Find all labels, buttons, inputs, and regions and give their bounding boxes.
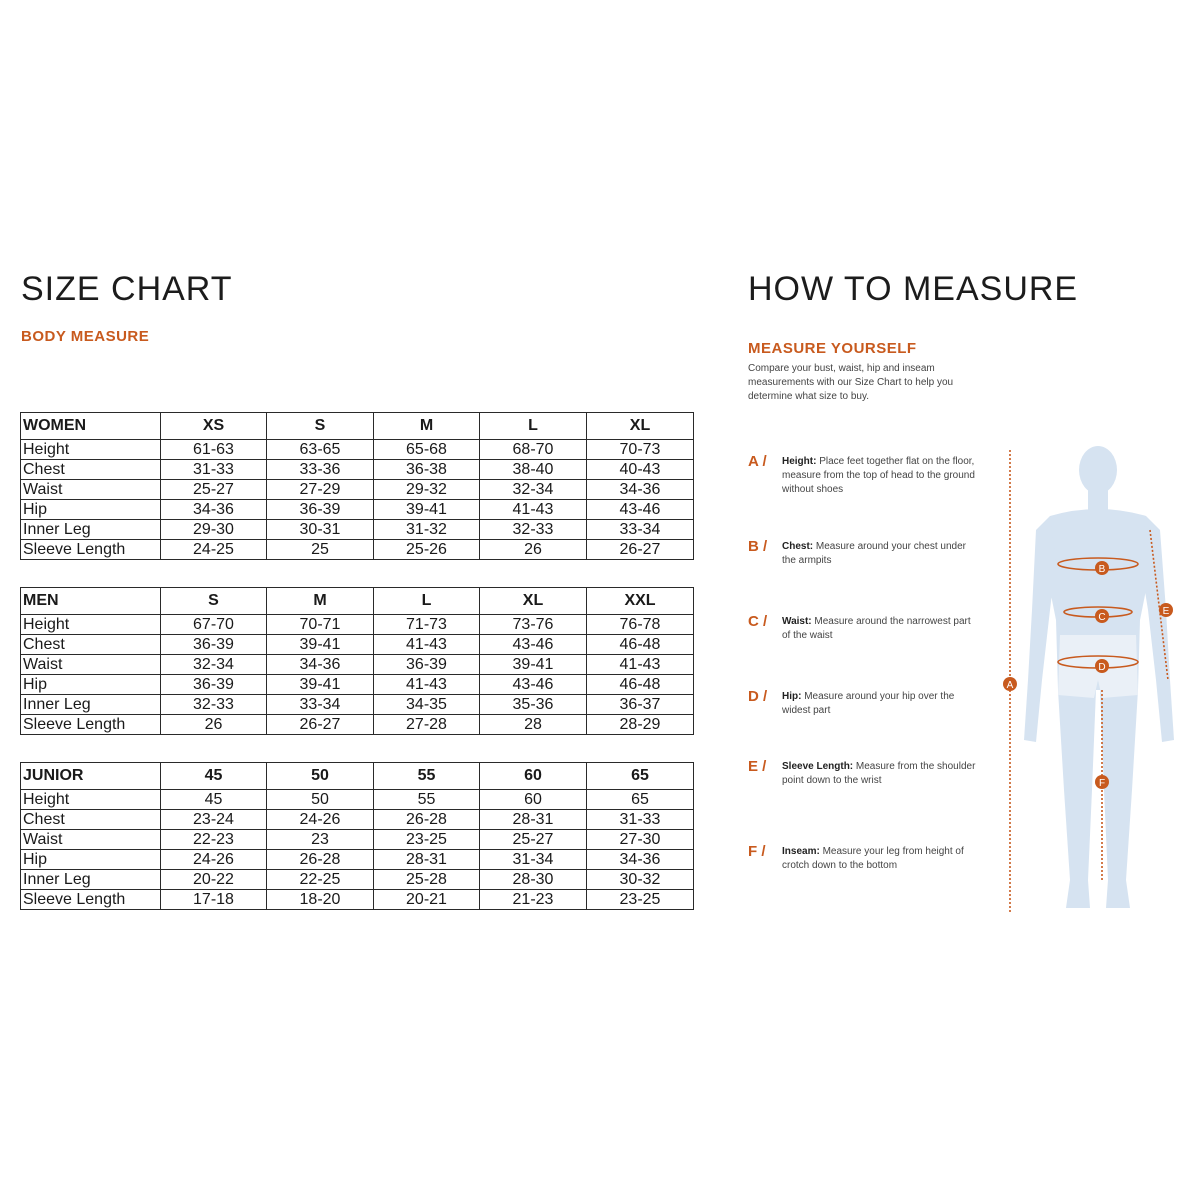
measure-label: Hip <box>21 675 161 695</box>
measure-value: 24-26 <box>267 810 374 830</box>
step-letter: E / <box>748 758 767 775</box>
table-row <box>21 675 694 695</box>
measure-value: 34-36 <box>587 850 694 870</box>
measure-value: 23 <box>267 830 374 850</box>
measure-value: 36-37 <box>587 695 694 715</box>
measure-value: 20-22 <box>161 870 267 890</box>
measure-value: 31-33 <box>161 460 267 480</box>
size-header: XL <box>480 588 587 615</box>
step-text: Measure your leg from height of crotch down to the bottom <box>782 846 964 871</box>
measure-value: 29-32 <box>374 480 480 500</box>
table-row <box>21 655 694 675</box>
size-header: XXL <box>587 588 694 615</box>
measure-value: 28-31 <box>480 810 587 830</box>
measure-value: 32-34 <box>161 655 267 675</box>
measure-value: 23-24 <box>161 810 267 830</box>
svg-text:F: F <box>1098 778 1106 789</box>
measure-value: 31-33 <box>587 810 694 830</box>
marker-b <box>1095 561 1109 575</box>
measure-value: 26-27 <box>587 540 694 560</box>
measure-value: 38-40 <box>480 460 587 480</box>
measure-value: 32-33 <box>161 695 267 715</box>
size-header: 60 <box>480 763 587 790</box>
measure-value: 65-68 <box>374 440 480 460</box>
measure-value: 27-28 <box>374 715 480 735</box>
measure-label: Height <box>21 790 161 810</box>
measure-label: Waist <box>21 830 161 850</box>
table-row <box>21 540 694 560</box>
measure-value: 63-65 <box>267 440 374 460</box>
step-letter: B / <box>748 538 768 555</box>
measure-value: 27-29 <box>267 480 374 500</box>
step-term: Height: <box>782 456 817 467</box>
size-header: L <box>480 413 587 440</box>
step-text: Measure around your chest under the armpits <box>782 541 966 566</box>
measure-value: 26-28 <box>267 850 374 870</box>
measure-yourself-subtitle: MEASURE YOURSELF <box>748 340 917 357</box>
measure-value: 34-35 <box>374 695 480 715</box>
measure-value: 36-39 <box>161 635 267 655</box>
measure-label: Waist <box>21 480 161 500</box>
measure-value: 73-76 <box>480 615 587 635</box>
measure-value: 39-41 <box>267 675 374 695</box>
size-header: L <box>374 588 480 615</box>
measure-value: 36-39 <box>161 675 267 695</box>
measure-value: 46-48 <box>587 635 694 655</box>
measure-value: 41-43 <box>587 655 694 675</box>
step-letter: F / <box>748 843 766 860</box>
step-letter: D / <box>748 688 768 705</box>
measure-value: 28 <box>480 715 587 735</box>
measure-label: Inner Leg <box>21 870 161 890</box>
measure-value: 76-78 <box>587 615 694 635</box>
measure-value: 32-33 <box>480 520 587 540</box>
marker-e <box>1159 603 1173 617</box>
measure-value: 25-27 <box>480 830 587 850</box>
size-header: 45 <box>161 763 267 790</box>
table-category: MEN <box>21 588 161 615</box>
measure-value: 33-34 <box>587 520 694 540</box>
measure-value: 33-36 <box>267 460 374 480</box>
measure-label: Sleeve Length <box>21 715 161 735</box>
step-description <box>782 760 977 788</box>
measure-value: 39-41 <box>374 500 480 520</box>
measure-label: Hip <box>21 500 161 520</box>
measure-value: 39-41 <box>267 635 374 655</box>
svg-text:A: A <box>1006 680 1014 691</box>
measure-value: 43-46 <box>587 500 694 520</box>
measure-value: 31-32 <box>374 520 480 540</box>
table-row <box>21 790 694 810</box>
marker-d <box>1095 659 1109 673</box>
step-description <box>782 690 977 718</box>
measure-value: 30-31 <box>267 520 374 540</box>
table-row <box>21 830 694 850</box>
table-row <box>21 890 694 910</box>
measure-value: 39-41 <box>480 655 587 675</box>
measure-value: 70-71 <box>267 615 374 635</box>
measure-value: 41-43 <box>480 500 587 520</box>
marker-a <box>1003 677 1017 691</box>
measure-label: Waist <box>21 655 161 675</box>
measure-value: 27-30 <box>587 830 694 850</box>
svg-text:E: E <box>1162 606 1170 617</box>
table-row <box>21 480 694 500</box>
measure-value: 17-18 <box>161 890 267 910</box>
step-text: Measure around the narrowest part of the waist <box>782 616 971 641</box>
measure-value: 36-39 <box>267 500 374 520</box>
measure-value: 25-28 <box>374 870 480 890</box>
measure-value: 20-21 <box>374 890 480 910</box>
measure-value: 50 <box>267 790 374 810</box>
table-row <box>21 715 694 735</box>
table-category: WOMEN <box>21 413 161 440</box>
measure-value: 25-26 <box>374 540 480 560</box>
measure-label: Height <box>21 615 161 635</box>
step-description <box>782 540 977 568</box>
table-header-row <box>21 413 694 440</box>
measure-label: Inner Leg <box>21 520 161 540</box>
table-row <box>21 615 694 635</box>
measure-label: Height <box>21 440 161 460</box>
step-text: Measure from the shoulder point down to the wrist <box>782 761 976 786</box>
measure-value: 33-34 <box>267 695 374 715</box>
step-term: Waist: <box>782 616 812 627</box>
size-table-junior <box>20 762 694 910</box>
size-header: S <box>267 413 374 440</box>
measure-value: 41-43 <box>374 675 480 695</box>
size-header: XL <box>587 413 694 440</box>
measure-label: Sleeve Length <box>21 890 161 910</box>
measure-value: 21-23 <box>480 890 587 910</box>
measure-value: 45 <box>161 790 267 810</box>
measure-label: Chest <box>21 810 161 830</box>
table-row <box>21 850 694 870</box>
table-row <box>21 520 694 540</box>
measure-value: 40-43 <box>587 460 694 480</box>
measure-value: 29-30 <box>161 520 267 540</box>
measure-value: 26-28 <box>374 810 480 830</box>
table-row <box>21 810 694 830</box>
measure-value: 31-34 <box>480 850 587 870</box>
measure-value: 36-39 <box>374 655 480 675</box>
size-header: 50 <box>267 763 374 790</box>
measure-value: 18-20 <box>267 890 374 910</box>
measure-value: 65 <box>587 790 694 810</box>
measure-value: 30-32 <box>587 870 694 890</box>
step-text: Place feet together flat on the floor, measure from the top of head to the ground without shoes <box>782 456 975 495</box>
measure-value: 34-36 <box>587 480 694 500</box>
measure-value: 43-46 <box>480 635 587 655</box>
measure-intro: Compare your bust, waist, hip and inseam measurements with our Size Chart to help you determine what size to buy. <box>748 363 954 402</box>
measure-label: Chest <box>21 635 161 655</box>
measure-label: Sleeve Length <box>21 540 161 560</box>
measure-value: 71-73 <box>374 615 480 635</box>
step-term: Inseam: <box>782 846 820 857</box>
measure-value: 46-48 <box>587 675 694 695</box>
svg-text:B: B <box>1098 564 1106 575</box>
body-measure-subtitle: BODY MEASURE <box>21 328 150 345</box>
table-row <box>21 870 694 890</box>
measure-value: 28-31 <box>374 850 480 870</box>
measure-value: 26 <box>161 715 267 735</box>
table-category: JUNIOR <box>21 763 161 790</box>
measure-value: 28-29 <box>587 715 694 735</box>
body-figure <box>980 440 1180 920</box>
measure-value: 68-70 <box>480 440 587 460</box>
measure-value: 25-27 <box>161 480 267 500</box>
measure-value: 24-25 <box>161 540 267 560</box>
size-header: M <box>267 588 374 615</box>
measure-value: 41-43 <box>374 635 480 655</box>
table-row <box>21 695 694 715</box>
step-term: Hip: <box>782 691 802 702</box>
measure-value: 28-30 <box>480 870 587 890</box>
measure-value: 55 <box>374 790 480 810</box>
svg-text:D: D <box>1098 662 1106 673</box>
measure-value: 36-38 <box>374 460 480 480</box>
marker-f <box>1095 775 1109 789</box>
svg-text:C: C <box>1098 612 1106 623</box>
size-table-women <box>20 412 694 560</box>
marker-c <box>1095 609 1109 623</box>
measure-value: 34-36 <box>267 655 374 675</box>
measure-value: 23-25 <box>374 830 480 850</box>
step-description <box>782 845 977 873</box>
step-description <box>782 615 977 643</box>
measure-value: 24-26 <box>161 850 267 870</box>
size-header: XS <box>161 413 267 440</box>
measure-value: 43-46 <box>480 675 587 695</box>
step-text: Measure around your hip over the widest part <box>782 691 955 716</box>
measure-value: 67-70 <box>161 615 267 635</box>
measure-value: 22-25 <box>267 870 374 890</box>
measure-value: 26-27 <box>267 715 374 735</box>
measure-label: Chest <box>21 460 161 480</box>
step-term: Chest: <box>782 541 814 552</box>
measure-label: Hip <box>21 850 161 870</box>
table-header-row <box>21 763 694 790</box>
step-letter: C / <box>748 613 768 630</box>
table-row <box>21 460 694 480</box>
measure-value: 34-36 <box>161 500 267 520</box>
step-term: Sleeve Length: <box>782 761 854 772</box>
measure-value: 61-63 <box>161 440 267 460</box>
size-header: S <box>161 588 267 615</box>
size-header: 65 <box>587 763 694 790</box>
table-row <box>21 635 694 655</box>
size-header: M <box>374 413 480 440</box>
measure-value: 60 <box>480 790 587 810</box>
table-header-row <box>21 588 694 615</box>
step-letter: A / <box>748 453 767 470</box>
measure-value: 22-23 <box>161 830 267 850</box>
table-row <box>21 500 694 520</box>
measure-value: 35-36 <box>480 695 587 715</box>
measure-value: 25 <box>267 540 374 560</box>
table-row <box>21 440 694 460</box>
measure-value: 70-73 <box>587 440 694 460</box>
measure-value: 23-25 <box>587 890 694 910</box>
measure-value: 26 <box>480 540 587 560</box>
measure-label: Inner Leg <box>21 695 161 715</box>
measure-value: 32-34 <box>480 480 587 500</box>
size-table-men <box>20 587 694 735</box>
size-chart-title: SIZE CHART <box>21 270 233 308</box>
step-description <box>782 455 977 497</box>
how-to-measure-title: HOW TO MEASURE <box>748 270 1079 308</box>
size-header: 55 <box>374 763 480 790</box>
